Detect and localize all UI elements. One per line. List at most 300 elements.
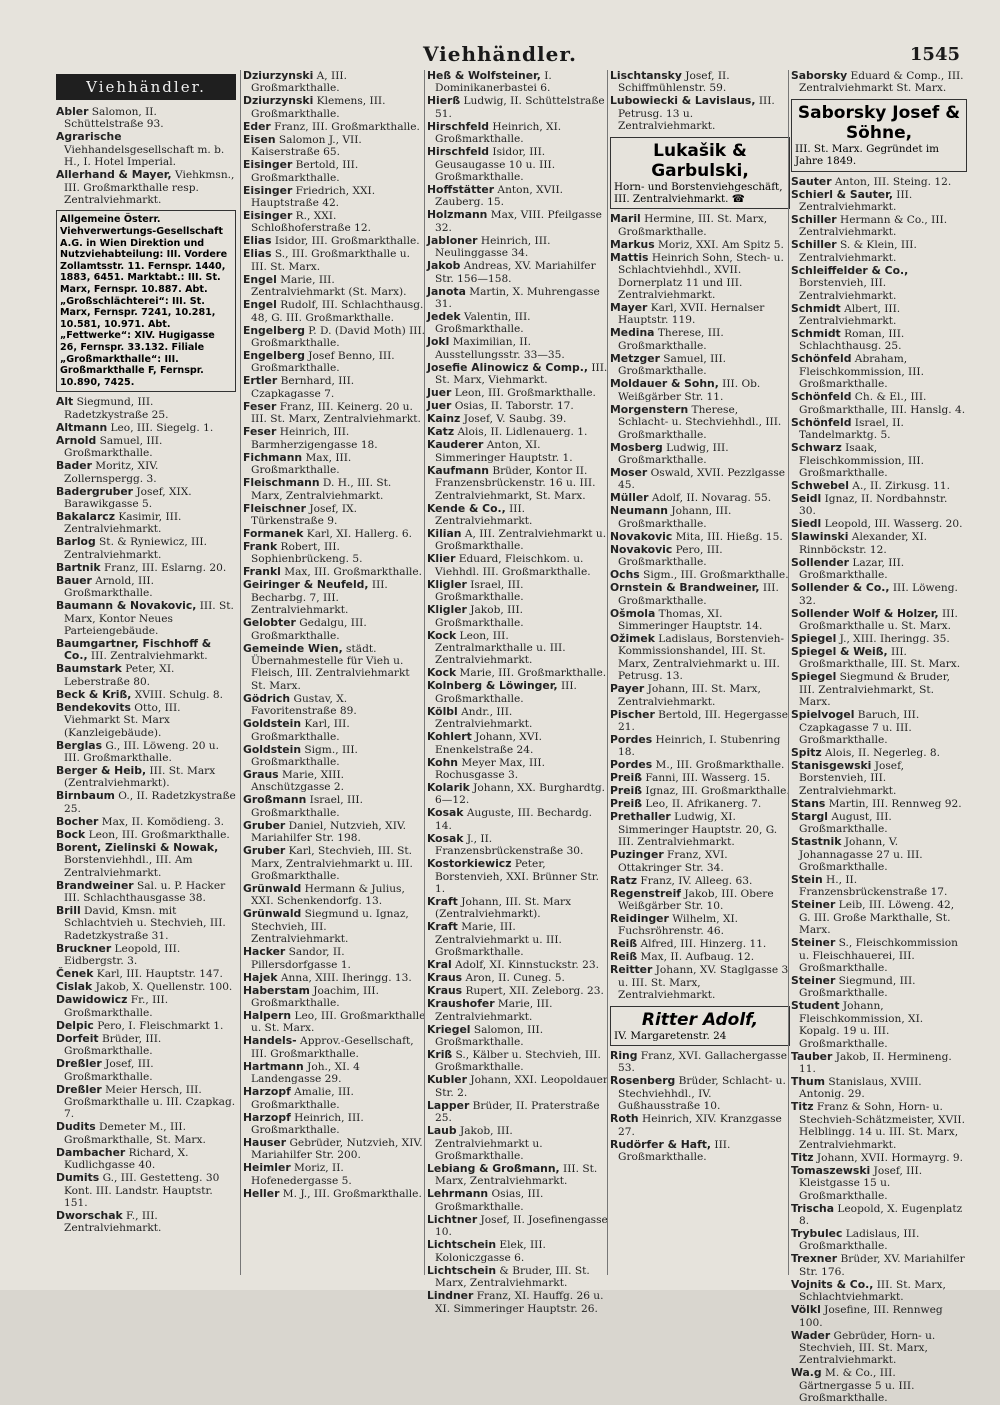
entry-detail: Heinrich, III. Barmherzigengasse 18.: [251, 426, 378, 451]
entry-name: Schiller: [791, 238, 837, 252]
entry-name: Gödrich: [243, 691, 291, 705]
entry-name: Hajek: [243, 970, 278, 984]
entry-name: Halpern: [243, 1009, 292, 1023]
entry-detail: Moriz, XXI. Am Spitz 5.: [654, 238, 784, 251]
entry-detail: Anton, XI. Simmeringer Hauptstr. 1.: [435, 439, 573, 464]
entry-detail: Franz, XVI. Gallachergasse 53.: [618, 1050, 787, 1075]
list-item: [56, 486, 236, 511]
list-item: [791, 480, 967, 492]
entry-detail: Johann, III. Großmarkthalle.: [618, 505, 732, 530]
entry-name: Bendekovits: [56, 700, 131, 714]
list-item: [610, 772, 790, 784]
list-item: [56, 131, 236, 168]
entry-detail: Mita, III. Hießg. 15.: [672, 530, 783, 543]
list-item: [610, 913, 790, 938]
entry-detail: Franz, III. Großmarkthalle.: [270, 120, 420, 133]
list-item: [56, 829, 236, 841]
list-item: [791, 899, 967, 936]
list-item: [427, 387, 609, 399]
entry-name: Bruckner: [56, 941, 112, 955]
entry-name: Schmidt: [791, 301, 841, 315]
entry-detail: III. St. Marx, Kontor Neues Parteiengebäude.: [64, 600, 234, 637]
entry-detail: Alois, II. Lidlenauerg. 1.: [454, 426, 588, 439]
list-item: [243, 972, 426, 984]
list-item: [56, 765, 236, 790]
list-item: [791, 1279, 967, 1304]
list-item: [791, 811, 967, 836]
list-item: [56, 1172, 236, 1209]
entry-name: Ring: [610, 1049, 638, 1063]
entry-name: Brill: [56, 904, 81, 918]
entry-detail: Auguste, III. Bechardg. 14.: [435, 807, 593, 832]
entry-detail: Isaak, Fleischkommission, III. Großmarkthalle.: [799, 442, 924, 479]
entry-name: Sollender: [791, 555, 849, 569]
entry-name: Kilian: [427, 526, 462, 540]
list-item: [427, 95, 609, 120]
entry-name: Reitter: [610, 963, 653, 977]
list-item: [427, 985, 609, 997]
entry-name: Hartmann: [243, 1059, 304, 1073]
list-item: [243, 794, 426, 819]
entry-detail: Franz, III. Keinerg. 20 u. III. St. Marx, Zentralviehmarkt.: [251, 400, 421, 426]
entry-name: Jakob: [427, 259, 461, 273]
entry-name: Kohn: [427, 755, 458, 769]
advert-ritter: [610, 1006, 790, 1046]
entry-name: Handels-: [243, 1034, 297, 1048]
entry-name: Kraus: [427, 971, 463, 985]
column-4: [607, 70, 790, 1275]
entry-detail: Wilhelm, XI. Fuchsröhrenstr. 46.: [618, 913, 739, 938]
list-item: [791, 671, 967, 708]
entry-detail: G., III. Löweng. 20 u. III. Großmarkthalle.: [64, 739, 220, 765]
list-item: [427, 630, 609, 667]
list-item: [427, 833, 609, 858]
list-item: [791, 189, 967, 214]
list-item: [791, 975, 967, 1000]
entry-name: Beck & Kriß,: [56, 687, 132, 701]
entry-name: Schleiffelder & Co.,: [791, 263, 909, 277]
advert-name: Ritter Adolf,: [641, 1009, 759, 1030]
list-item: [427, 209, 609, 234]
list-item: [791, 391, 967, 416]
entry-name: Markus: [610, 237, 655, 251]
list-item: [56, 1147, 236, 1172]
entry-detail: Viehhandelsgesellschaft m. b. H., I. Hotel Imperial.: [64, 143, 225, 169]
entry-name: Schwarz: [791, 441, 842, 455]
entry-name: Kligler: [427, 603, 467, 617]
entry-detail: Josef, III. Kleistgasse 15 u. Großmarkthalle.: [799, 1164, 923, 1202]
entry-name: Dorfeit: [56, 1031, 99, 1045]
list-item: [243, 235, 426, 247]
entry-name: Feser: [243, 399, 277, 413]
entry-detail: Brüder, XV. Mariahilfer Str. 176.: [799, 1253, 965, 1278]
entry-name: Großmann: [243, 793, 307, 807]
entry-detail: Jakob, II. Hermineng. 11.: [799, 1050, 952, 1076]
list-item: [791, 1228, 967, 1253]
entry-detail: Marie, III. Zentralviehmarkt (St. Marx).: [251, 273, 407, 299]
list-item: [610, 1050, 790, 1075]
entry-detail: Heinrich, XI. Großmarkthalle.: [435, 120, 562, 146]
list-item: [791, 633, 967, 645]
list-item: [791, 239, 967, 264]
entry-name: Lubowiecki & Lavislaus,: [610, 94, 756, 108]
entry-name: Schönfeld: [791, 352, 852, 366]
list-item: [610, 811, 790, 848]
list-item: [427, 1290, 609, 1315]
entry-name: Metzger: [610, 351, 660, 365]
list-item: [791, 531, 967, 556]
entry-detail: Johann, III. St. Marx (Zentralviehmarkt).: [435, 896, 572, 921]
entry-name: Frankl: [243, 565, 281, 579]
entry-detail: J., XIII. Iheringg. 35.: [836, 632, 950, 645]
entry-name: Dumits: [56, 1171, 100, 1185]
list-item: [610, 849, 790, 874]
entry-detail: Josef Benno, III. Großmarkthalle.: [251, 350, 395, 375]
entry-name: Kolarik: [427, 780, 470, 794]
entry-detail: Siegmund, III. Radetzkystraße 25.: [64, 396, 169, 421]
entry-detail: Demeter M., III. Großmarkthalle, St. Marx.: [64, 1121, 206, 1146]
list-item: [610, 213, 790, 238]
entry-name: Völkl: [791, 1303, 821, 1317]
entry-name: Berglas: [56, 738, 103, 752]
entry-name: Čenek: [56, 967, 94, 981]
entry-detail: Jakob, III. Zentralviehmarkt u. Großmarkthalle.: [435, 1125, 543, 1163]
entry-name: Ratz: [610, 873, 638, 887]
entry-detail: Moritz, XIV. Zollernspergg. 3.: [64, 460, 159, 485]
list-item: [56, 740, 236, 765]
entry-name: Kriß: [427, 1048, 453, 1062]
entry-name: Hierß: [427, 94, 461, 108]
entry-name: Slawinski: [791, 530, 849, 544]
entry-name: Pordes: [610, 758, 653, 772]
list-item: [791, 1152, 967, 1164]
entry-detail: Josefine, III. Rennweg 100.: [799, 1304, 943, 1329]
entry-detail: S., Kälber u. Stechvieh, III. Großmarkthalle.: [435, 1049, 601, 1074]
entry-detail: Gebrüder, Nutzvieh, XIV. Mariahilfer Str. 200.: [251, 1137, 423, 1162]
column-5: [788, 69, 967, 1405]
entry-detail: städt. Übernahmestelle für Vieh u. Fleisch, III. Zentralviehmarkt St. Marx.: [251, 642, 410, 692]
entry-detail: Ludwig, XI. Simmeringer Hauptstr. 20, G. III. Zentralviehmarkt.: [618, 811, 778, 849]
column-5-list-a: [791, 70, 967, 95]
entry-detail: Adolf, XI. Kinnstuckstr. 23.: [451, 959, 599, 972]
entry-name: Gruber: [243, 844, 286, 858]
list-item: [791, 417, 967, 442]
entry-name: Stastnik: [791, 835, 842, 849]
entry-detail: III. St. Marx (Zentralviehmarkt).: [64, 765, 216, 790]
entry-detail: Arnold, III. Großmarkthalle.: [64, 574, 154, 600]
list-item: [427, 439, 609, 464]
advert-text: Allgemeine Österr. Viehverwertungs-Gesellschaft A.G. in Wien Direktion und Nutzviehabteilung: III. Vordere Zollamtsstr. 11. Fernspr. 1440, 1883, 6451. Marktabt.: III. St. Marx, Fernspr. 10.887. Abt. „Großschlächterei“: III. St. Marx, Fernspr. 7241, 10.281, 10.581, 10.971. Abt. „Fettwerke“: XIV. Hugigasse 26, Fernspr. 33.132. Filiale „Großmarkthalle“: III. Großmarkthalle F, Fernspr. 10.890, 7425.: [60, 214, 228, 388]
list-item: [791, 709, 967, 746]
entry-name: Fleischmann: [243, 476, 320, 490]
entry-detail: Jakob, III. Obere Weißgärber Str. 10.: [618, 887, 774, 912]
list-item: [610, 798, 790, 810]
list-item: [243, 528, 426, 540]
entry-name: Ochs: [610, 568, 640, 582]
entry-detail: Moriz, II. Hofenedergasse 5.: [251, 1162, 352, 1187]
entry-detail: Marie, III. Großmarkthalle.: [456, 667, 607, 680]
entry-detail: Anton, XVII. Zauberg. 15.: [435, 184, 564, 209]
entry-detail: Sigm., III. Großmarkthalle.: [251, 743, 358, 768]
entry-name: Agrarische: [56, 130, 122, 144]
entry-name: Stargl: [791, 809, 828, 823]
entry-name: Grünwald: [243, 907, 302, 921]
entry-detail: Ignaz, III. Großmarkthalle.: [642, 785, 790, 798]
entry-detail: Franz, III. Eslarng. 20.: [100, 561, 227, 574]
entry-detail: Amalie, III. Großmarkthalle.: [251, 1086, 354, 1111]
list-item: [56, 880, 236, 905]
entry-detail: III. Löweng. 32.: [799, 582, 958, 607]
list-item: [610, 709, 790, 734]
list-item: [56, 1020, 236, 1032]
list-item: [610, 608, 790, 633]
list-item: [427, 1100, 609, 1125]
entry-name: Laub: [427, 1124, 457, 1138]
entry-name: Grünwald: [243, 882, 302, 895]
entry-name: Harzopf: [243, 1085, 291, 1099]
entry-detail: J., II. Franzensbrückenstraße 30.: [435, 832, 584, 858]
entry-name: Kraft: [427, 920, 458, 934]
entry-detail: Ladislaus, III. Großmarkthalle.: [799, 1227, 920, 1253]
entry-detail: Baruch, III. Czapkagasse 7 u. III. Großmarkthalle.: [799, 709, 920, 746]
entry-name: Stein: [791, 873, 823, 886]
list-item: [791, 582, 967, 607]
advert-name: Lukašik & Garbulski,: [651, 140, 749, 181]
list-item: [791, 1330, 967, 1367]
list-item: [56, 689, 236, 701]
entry-name: Eder: [243, 119, 271, 133]
entry-detail: III. St. Marx, Schlachtviehmarkt.: [799, 1278, 946, 1304]
entry-name: Saborsky: [791, 69, 848, 82]
list-item: [243, 820, 426, 845]
entry-name: Josefie Alinowicz & Comp.,: [427, 360, 588, 374]
entry-name: Schönfeld: [791, 415, 852, 429]
entry-detail: Josef, II. Schiffmühlenstr. 59.: [618, 70, 730, 95]
entry-detail: Heinrich, III. Neulinggasse 34.: [435, 234, 551, 260]
list-item: [791, 265, 967, 302]
list-item: [243, 452, 426, 477]
entry-name: Bock: [56, 827, 86, 841]
entry-name: Engelberg: [243, 349, 305, 363]
entry-name: Baumgartner, Fischhoff & Co.,: [56, 637, 212, 663]
entry-name: Trexner: [791, 1252, 838, 1266]
entry-name: Spitz: [791, 745, 822, 759]
entry-name: Fichmann: [243, 450, 303, 464]
list-item: [427, 121, 609, 146]
entry-name: Reiß: [610, 950, 638, 964]
list-item: [427, 1188, 609, 1213]
entry-name: Dudits: [56, 1120, 96, 1134]
entry-name: Hoffstätter: [427, 183, 495, 197]
entry-name: Schiller: [791, 213, 837, 227]
entry-name: Baumann & Novakovic,: [56, 599, 197, 613]
entry-detail: P. D. (David Moth) III. Großmarkthalle.: [251, 324, 426, 350]
list-item: [610, 302, 790, 327]
entry-detail: Albert, III. Zentralviehmarkt.: [799, 302, 901, 328]
entry-name: Schwebel: [791, 478, 849, 492]
entry-name: Kraushofer: [427, 997, 495, 1011]
entry-name: Thum: [791, 1075, 825, 1089]
entry-detail: Leopold, X. Eugenplatz 8.: [799, 1202, 963, 1227]
entry-detail: Kasimir, III. Zentralviehmarkt.: [64, 510, 182, 536]
list-item: [243, 1086, 426, 1111]
entry-detail: Josef, Borstenvieh, III. Zentralviehmarkt.: [799, 759, 904, 797]
list-item: [610, 582, 790, 607]
list-item: [427, 362, 609, 387]
list-item: [243, 477, 426, 502]
entry-name: Engelberg: [243, 323, 305, 337]
list-item: [610, 633, 790, 683]
entry-detail: Max, III. Großmarkthalle.: [251, 451, 352, 477]
list-item: [243, 1137, 426, 1162]
list-item: [791, 328, 967, 353]
list-item: [243, 908, 426, 945]
entry-detail: Lazar, III. Großmarkthalle.: [799, 556, 905, 582]
entry-detail: III. Zentralviehmarkt.: [435, 502, 533, 527]
list-item: [56, 1033, 236, 1058]
list-item: [243, 248, 426, 273]
entry-detail: H., II. Franzensbrückenstraße 17.: [799, 874, 948, 899]
list-item: [791, 874, 967, 899]
list-item: [427, 998, 609, 1023]
list-item: [610, 734, 790, 759]
entry-detail: Franz, XI. Hauffg. 26 u. XI. Simmeringer Hauptstr. 26.: [435, 1290, 604, 1315]
entry-name: Steiner: [791, 936, 836, 950]
list-item: [427, 503, 609, 528]
entry-name: Ošmola: [610, 606, 656, 620]
entry-detail: Ignaz, II. Nordbahnstr. 30.: [799, 492, 948, 518]
list-item: [610, 785, 790, 797]
entry-name: Reidinger: [610, 912, 669, 925]
entry-name: Dreßler: [56, 1057, 102, 1071]
entry-detail: & Bruder, III. St. Marx, Zentralviehmarkt.: [435, 1264, 590, 1290]
list-item: [427, 579, 609, 604]
entry-name: Reiß: [610, 937, 638, 951]
list-item: [243, 274, 426, 299]
entry-name: Regenstreif: [610, 886, 682, 900]
list-item: [791, 646, 967, 671]
list-item: [427, 1265, 609, 1290]
entry-name: Arnold: [56, 433, 97, 447]
entry-detail: Anton, III. Steing. 12.: [831, 175, 952, 188]
entry-detail: F., III. Zentralviehmarkt.: [64, 1209, 162, 1235]
entry-detail: III. Ob. Weißgärber Str. 11.: [618, 378, 761, 403]
entry-detail: Osias, II. Taborstr. 17.: [451, 400, 574, 413]
advert-name: Saborsky Josef & Söhne,: [797, 102, 961, 143]
list-item: [791, 760, 967, 797]
entry-name: Spiegel: [791, 631, 837, 645]
entry-name: Gruber: [243, 818, 286, 832]
list-item: [56, 968, 236, 980]
advert-text: IV. Margaretenstr. 24: [614, 1029, 727, 1042]
entry-name: Dreßler: [56, 1082, 102, 1096]
entry-name: Steiner: [791, 974, 836, 988]
entry-detail: Brüder, Kontor II. Franzensbrückenstr. 16 u. III. Zentralviehmarkt, St. Marx.: [435, 464, 596, 502]
entry-detail: Josef, V. Saubg. 39.: [460, 413, 567, 426]
entry-detail: III. Zentralviehmarkt.: [87, 650, 208, 663]
list-item: [56, 638, 236, 663]
entry-detail: Leon, III. Großmarkthalle.: [85, 828, 230, 841]
list-item: [427, 731, 609, 756]
column-1-list-a: [56, 106, 236, 206]
entry-detail: Israel, III. Großmarkthalle.: [251, 794, 363, 819]
entry-name: Pordes: [610, 732, 653, 746]
entry-detail: III. St. Marx, Zentralviehmarkt.: [435, 1163, 598, 1188]
entry-name: Kriegel: [427, 1022, 471, 1036]
entry-detail: I. Dominikanerbastei 6.: [435, 70, 552, 95]
list-item: [56, 816, 236, 828]
entry-name: Schmidt: [791, 327, 841, 341]
entry-name: Lichtner: [427, 1212, 478, 1226]
entry-detail: Jakob, III. Großmarkthalle.: [435, 604, 524, 629]
entry-name: Elias: [243, 234, 272, 248]
entry-detail: S., III. Großmarkthalle u. III. St. Marx.: [251, 248, 410, 273]
list-item: [427, 465, 609, 502]
list-item: [243, 299, 426, 324]
entry-detail: III. Großmarkthalle.: [618, 582, 779, 607]
list-item: [791, 70, 967, 95]
entry-detail: III. St. Marx, Viehmarkt.: [435, 361, 608, 387]
entry-detail: Josef, IX. Türkenstraße 9.: [251, 502, 358, 527]
entry-detail: Anna, XIII. Iheringg. 13.: [277, 971, 412, 984]
entry-name: Haberstam: [243, 983, 310, 997]
entry-detail: Karl, III. Großmarkthalle.: [251, 718, 350, 743]
entry-name: Jabloner: [427, 233, 478, 247]
list-item: [427, 680, 609, 705]
entry-detail: Martin, X. Muhrengasse 31.: [435, 285, 600, 311]
entry-detail: III. Großmarkthalle.: [435, 680, 577, 705]
entry-name: Sauter: [791, 174, 832, 188]
list-item: [243, 946, 426, 971]
entry-detail: Abraham, Fleischkommission, III. Großmarkthalle.: [799, 353, 924, 391]
list-item: [610, 378, 790, 403]
list-item: [610, 467, 790, 492]
entry-detail: Leopold, III. Eidbergstr. 3.: [64, 942, 181, 968]
entry-name: Eisinger: [243, 158, 293, 172]
page-header: [0, 38, 1000, 68]
entry-detail: Johann, XVI. Enenkelstraße 24.: [435, 731, 543, 756]
list-item: [243, 845, 426, 882]
entry-detail: Salomon, III. Großmarkthalle.: [435, 1023, 544, 1049]
list-item: [56, 435, 236, 460]
advert-lukasik: [610, 137, 790, 210]
entry-name: Moser: [610, 465, 648, 479]
entry-name: Delpic: [56, 1018, 94, 1032]
list-item: [56, 842, 236, 879]
entry-name: Student: [791, 999, 840, 1013]
list-item: [243, 566, 426, 578]
entry-name: Altmann: [56, 420, 108, 434]
list-item: [56, 575, 236, 600]
entry-name: Tomaszewski: [791, 1163, 871, 1177]
entry-detail: Aron, II. Cuneg. 5.: [462, 972, 565, 985]
entry-name: Hauser: [243, 1136, 287, 1150]
entry-name: Lebiang & Großmann,: [427, 1162, 560, 1176]
entry-name: Allerhand & Mayer,: [56, 168, 172, 182]
entry-detail: Klemens, III. Großmarkthalle.: [251, 95, 386, 120]
entry-detail: Eduard & Comp., III. Zentralviehmarkt St. Marx.: [799, 70, 964, 95]
list-item: [610, 492, 790, 504]
entry-detail: Karl, Stechvieh, III. St. Marx, Zentralviehmarkt u. III. Großmarkthalle.: [251, 845, 413, 882]
list-item: [243, 325, 426, 350]
directory-columns: [56, 69, 966, 1405]
entry-name: Vojnits & Co.,: [791, 1277, 874, 1291]
list-item: [427, 1049, 609, 1074]
entry-name: Heß & Wolfsteiner,: [427, 69, 541, 82]
entry-name: Berger & Heib,: [56, 764, 147, 778]
entry-name: Mosberg: [610, 440, 663, 454]
entry-detail: Maximilian, II. Ausstellungsstr. 33—35.: [435, 336, 565, 361]
